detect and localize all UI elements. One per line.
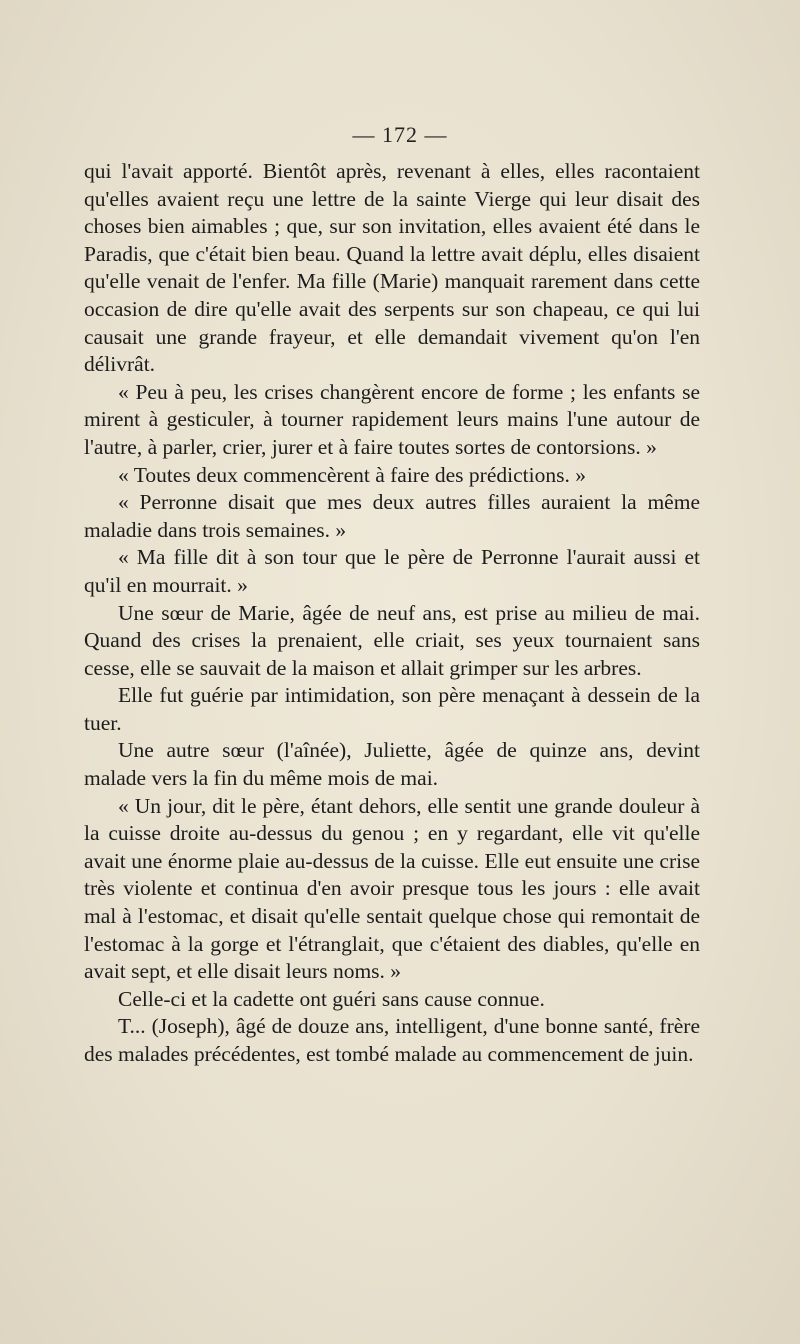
paragraph: Celle-ci et la cadette ont guéri sans cause connue. (118, 986, 545, 1011)
paragraph: Une sœur de Marie, âgée de neuf ans, est prise au milieu de mai. Quand des crises la prenaient, elle criait, ses yeux tournaient sans cesse, elle se sauvait de la maison et allait grimper sur les arbres. (84, 600, 700, 680)
paragraph: qui l'avait apporté. Bientôt après, revenant à elles, elles racontaient qu'elles avaient reçu une lettre de la sainte Vierge qui leur disait des choses bien aimables ; que, sur son invitation, elles avaient été dans le Paradis, que c'était bien beau. Quand la lettre avait déplu, elles disaient qu'elle venait de l'enfer. Ma fille (Marie) manquait rarement dans cette occasion de dire qu'elle avait des serpents sur son chapeau, ce qui lui causait une grande frayeur, et elle demandait vivement qu'on l'en délivrât. (84, 159, 700, 377)
paragraph: « Perronne disait que mes deux autres filles auraient la même maladie dans trois semaines. » (84, 490, 700, 542)
paragraph: « Un jour, dit le père, étant dehors, elle sentit une grande douleur à la cuisse droite au-dessus du genou ; en y regardant, elle vit qu'elle avait une énorme plaie au-dessus de la cuisse. Elle eut ensuite une crise très violente et continua d'en avoir presque tous les jours : elle avait mal à l'estomac, et disait qu'elle sentait quelque chose qui remontait de l'estomac à la gorge et l'étranglait, que c'étaient des diables, qu'elle en avait sept, et elle disait leurs noms. » (84, 793, 700, 984)
body-text (84, 158, 700, 1069)
paragraph: « Ma fille dit à son tour que le père de Perronne l'aurait aussi et qu'il en mourrait. » (84, 545, 700, 597)
paragraph: T... (Joseph), âgé de douze ans, intelligent, d'une bonne santé, frère des malades précédentes, est tombé malade au commencement de juin. (84, 1014, 700, 1066)
paragraph: Elle fut guérie par intimidation, son père menaçant à dessein de la tuer. (84, 683, 700, 735)
paragraph: Une autre sœur (l'aînée), Juliette, âgée de quinze ans, devint malade vers la fin du même mois de mai. (84, 738, 700, 791)
paragraph: « Toutes deux commencèrent à faire des prédictions. » (118, 462, 586, 487)
page-number: — 172 — (352, 122, 448, 147)
paragraph: « Peu à peu, les crises changèrent encore de forme ; les enfants se mirent à gesticuler, à tourner rapidement leurs mains l'une autour de l'autre, à parler, crier, jurer et à faire toutes sortes de contorsions. » (84, 379, 700, 459)
